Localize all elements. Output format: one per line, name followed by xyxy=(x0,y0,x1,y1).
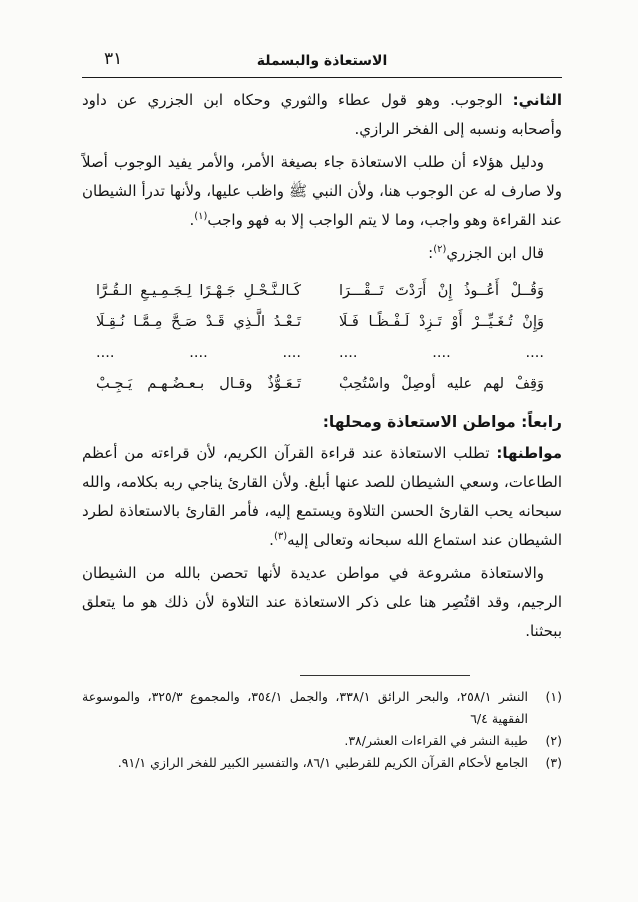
footnotes xyxy=(82,661,562,774)
poem-verse xyxy=(96,276,544,307)
footnote-text: الجامع لأحكام القرآن الكريم للقرطبي ٨٦/١، والتفسير الكبير للفخر الرازي ٩١/١. xyxy=(117,755,528,770)
footnote-separator xyxy=(300,675,470,676)
poem-ellipsis-row xyxy=(96,338,544,369)
poem-verse xyxy=(96,369,544,400)
paragraph-places xyxy=(82,439,562,555)
paragraph-text: قال ابن الجزري xyxy=(446,244,544,262)
section-heading: رابعاً: مواطن الاستعاذة ومحلها: xyxy=(322,413,562,431)
footnote-text: طيبة النشر في القراءات العشر/٣٨. xyxy=(344,733,528,748)
poem-second-hemistich: تَـعْـدُ الَّـذِي قَـدْ صَـحَّ مِـمَّـا نُـقِـلَا xyxy=(96,314,301,330)
poem-intro xyxy=(82,239,562,268)
paragraph-second-opinion xyxy=(82,86,562,144)
poem-first-hemistich: وَقِفْ لهم عليه أوصِلْ واسْتُحِبْ xyxy=(339,376,544,392)
paragraph-end: . xyxy=(269,531,274,549)
footnote-marker[interactable]: (١) xyxy=(194,211,208,222)
footnote-number: (٣) xyxy=(545,755,562,770)
paragraph-text: الوجوب. وهو قول عطاء والثوري وحكاه ابن الجزري عن داود وأصحابه ونسبه إلى الفخر الرازي. xyxy=(82,91,562,138)
poem-second-hemistich: كَـالـنَّـحْـلِ جَـهْـرًا لِـجَـمِـيـعِ الـقُـرَّا xyxy=(96,283,301,299)
paragraph-evidence xyxy=(82,148,562,235)
paragraph-text: تطلب الاستعاذة عند قراءة القرآن الكريم، لأن قراءته من أعظم الطاعات، وسعي الشيطان للصد عنها أبلغ. ولأن القارئ يناجي ربه بكلامه، والله سبحانه يحب القارئ الحسن التلاوة ويستمع إليه، فأمر القارئ بالاستعاذة لطرد الشيطان عند استماع الله سبحانه وتعالى إليه xyxy=(82,444,562,549)
main-text xyxy=(82,86,562,650)
footnote xyxy=(82,752,562,774)
poem-verse xyxy=(96,307,544,338)
poem-first-hemistich: .... .... .... xyxy=(339,345,544,361)
paragraph-lead: الثاني: xyxy=(512,91,562,109)
footnote xyxy=(82,730,562,752)
footnote-marker[interactable]: (٣) xyxy=(273,531,288,542)
poem-first-hemistich: وَإِنْ تُـغَـيِّــرْ أَوْ تَـزِدْ لَـفْـظًـا فَـلَا xyxy=(339,314,544,330)
poem-second-hemistich: تَـعَـوُّذٌ وقـال بـعـضُـهـم يَـجِـبْ xyxy=(96,376,301,392)
running-header xyxy=(82,48,562,78)
paragraph-conclusion xyxy=(82,559,562,646)
page-number: ٣١ xyxy=(104,49,123,69)
footnote-marker[interactable]: (٢) xyxy=(433,244,447,255)
poem-first-hemistich: وَقُــلْ أَعُــوذُ إِنْ أَرَدْتَ تَــقْـــرَا xyxy=(339,283,544,299)
paragraph-end: : xyxy=(428,244,434,262)
footnote-number: (١) xyxy=(545,689,562,704)
footnote-text: النشر ٢٥٨/١، والبحر الرائق ٣٣٨/١، والجمل ٣٥٤/١، والمجموع ٣٢٥/٣، والموسوعة الفقهية ٦/٤ xyxy=(82,689,528,726)
poem-block xyxy=(82,276,562,400)
footnote xyxy=(82,686,562,730)
paragraph-text: والاستعاذة مشروعة في مواطن عديدة لأنها تحصن بالله من الشيطان الرجيم، وقد اقتُصِر هنا على ذكر الاستعاذة عند التلاوة لأن ذلك هو ما يتعلق ببحثنا. xyxy=(82,564,562,640)
paragraph-end: . xyxy=(189,211,195,229)
poem-second-hemistich: .... .... .... xyxy=(96,345,301,361)
footnote-number: (٢) xyxy=(545,733,562,748)
chapter-title: الاستعاذة والبسملة xyxy=(256,53,388,69)
paragraph-lead: مواطنها: xyxy=(496,444,562,462)
paragraph-text: ودليل هؤلاء أن طلب الاستعاذة جاء بصيغة الأمر، والأمر يفيد الوجوب أصلاً ولا صارف له عن الوجوب هنا، ولأن النبي ﷺ واظب عليها، ولأنها تدرأ الشيطان عند القراءة وهو واجب، وما لا يتم الواجب إلا به فهو واجب xyxy=(82,153,562,229)
